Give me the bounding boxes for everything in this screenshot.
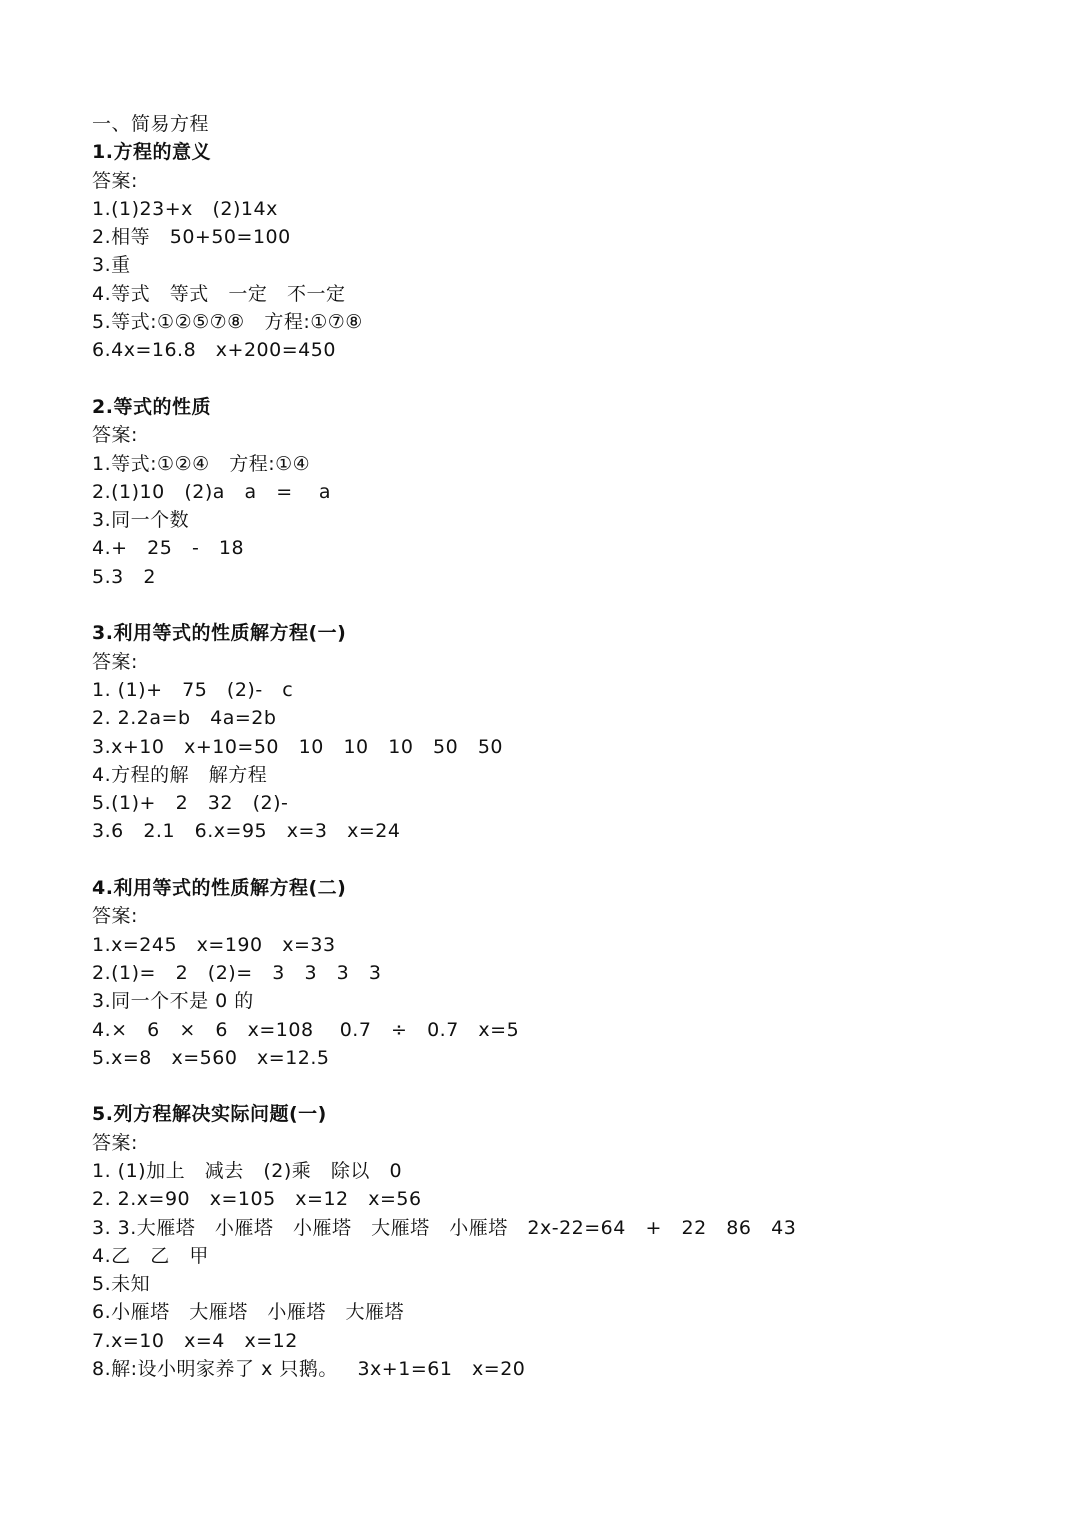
section-5 xyxy=(92,1100,1052,1383)
answer-label: 答案: xyxy=(92,169,138,192)
answer-line: 1.(1)23+x (2)14x xyxy=(92,197,278,220)
answer-line: 5.3 2 xyxy=(92,565,156,588)
answer-line: 4.+ 25 - 18 xyxy=(92,537,245,560)
answer-line: 5.等式:①②⑤⑦⑧ 方程:①⑦⑧ xyxy=(92,311,363,334)
answer-line: 2.相等 50+50=100 xyxy=(92,226,291,249)
answer-line: 1.x=245 x=190 x=33 xyxy=(92,933,336,956)
answer-label: 答案: xyxy=(92,1131,138,1154)
answer-line: 1. (1)加上 减去 (2)乘 除以 0 xyxy=(92,1159,403,1182)
section-heading: 2.等式的性质 xyxy=(92,395,211,418)
document-title: 一、简易方程 xyxy=(92,113,210,135)
answer-line: 6.小雁塔 大雁塔 小雁塔 大雁塔 xyxy=(92,1301,404,1324)
answer-line: 7.x=10 x=4 x=12 xyxy=(92,1329,298,1352)
answer-line: 3.同一个数 xyxy=(92,509,190,532)
answer-line: 3. 3.大雁塔 小雁塔 小雁塔 大雁塔 小雁塔 2x-22=64 + 22 86 43 xyxy=(92,1216,797,1239)
section-spacer xyxy=(92,591,1052,619)
answer-line: 4.方程的解 解方程 xyxy=(92,763,268,786)
answer-line: 5.x=8 x=560 x=12.5 xyxy=(92,1046,330,1069)
answer-line: 2. 2.x=90 x=105 x=12 x=56 xyxy=(92,1188,422,1211)
answer-line: 6.4x=16.8 x+200=450 xyxy=(92,339,336,362)
answer-line: 4.乙 乙 甲 xyxy=(92,1244,209,1267)
section-heading: 3.利用等式的性质解方程(一) xyxy=(92,622,347,645)
answer-label: 答案: xyxy=(92,905,138,928)
answer-document xyxy=(92,110,1052,1383)
answer-line: 3.6 2.1 6.x=95 x=3 x=24 xyxy=(92,820,401,843)
answer-line: 5.(1)+ 2 32 (2)- xyxy=(92,792,289,815)
answer-line: 2.(1)10 (2)a a = a xyxy=(92,480,331,503)
answer-line: 3.重 xyxy=(92,254,131,277)
answer-label: 答案: xyxy=(92,650,138,673)
answer-line: 5.未知 xyxy=(92,1273,151,1296)
answer-line: 1.等式:①②④ 方程:①④ xyxy=(92,452,311,475)
section-3 xyxy=(92,619,1052,845)
section-heading: 1.方程的意义 xyxy=(92,141,211,164)
section-heading: 5.列方程解决实际问题(一) xyxy=(92,1103,327,1126)
section-spacer xyxy=(92,365,1052,393)
answer-line: 2.(1)= 2 (2)= 3 3 3 3 xyxy=(92,961,382,984)
answer-line: 8.解:设小明家养了 x 只鹅。 3x+1=61 x=20 xyxy=(92,1358,526,1381)
answer-label: 答案: xyxy=(92,424,138,447)
section-2 xyxy=(92,393,1052,591)
answer-line: 4.× 6 × 6 x=108 0.7 ÷ 0.7 x=5 xyxy=(92,1018,520,1041)
section-heading: 4.利用等式的性质解方程(二) xyxy=(92,877,347,900)
answer-line: 2. 2.2a=b 4a=2b xyxy=(92,707,277,730)
section-spacer xyxy=(92,1072,1052,1100)
answer-line: 3.x+10 x+10=50 10 10 10 50 50 xyxy=(92,735,504,758)
answer-line: 1. (1)+ 75 (2)- c xyxy=(92,678,294,701)
section-spacer xyxy=(92,846,1052,874)
answer-line: 3.同一个不是 0 的 xyxy=(92,990,254,1013)
section-1 xyxy=(92,138,1052,364)
section-4 xyxy=(92,874,1052,1072)
answer-line: 4.等式 等式 一定 不一定 xyxy=(92,282,346,305)
